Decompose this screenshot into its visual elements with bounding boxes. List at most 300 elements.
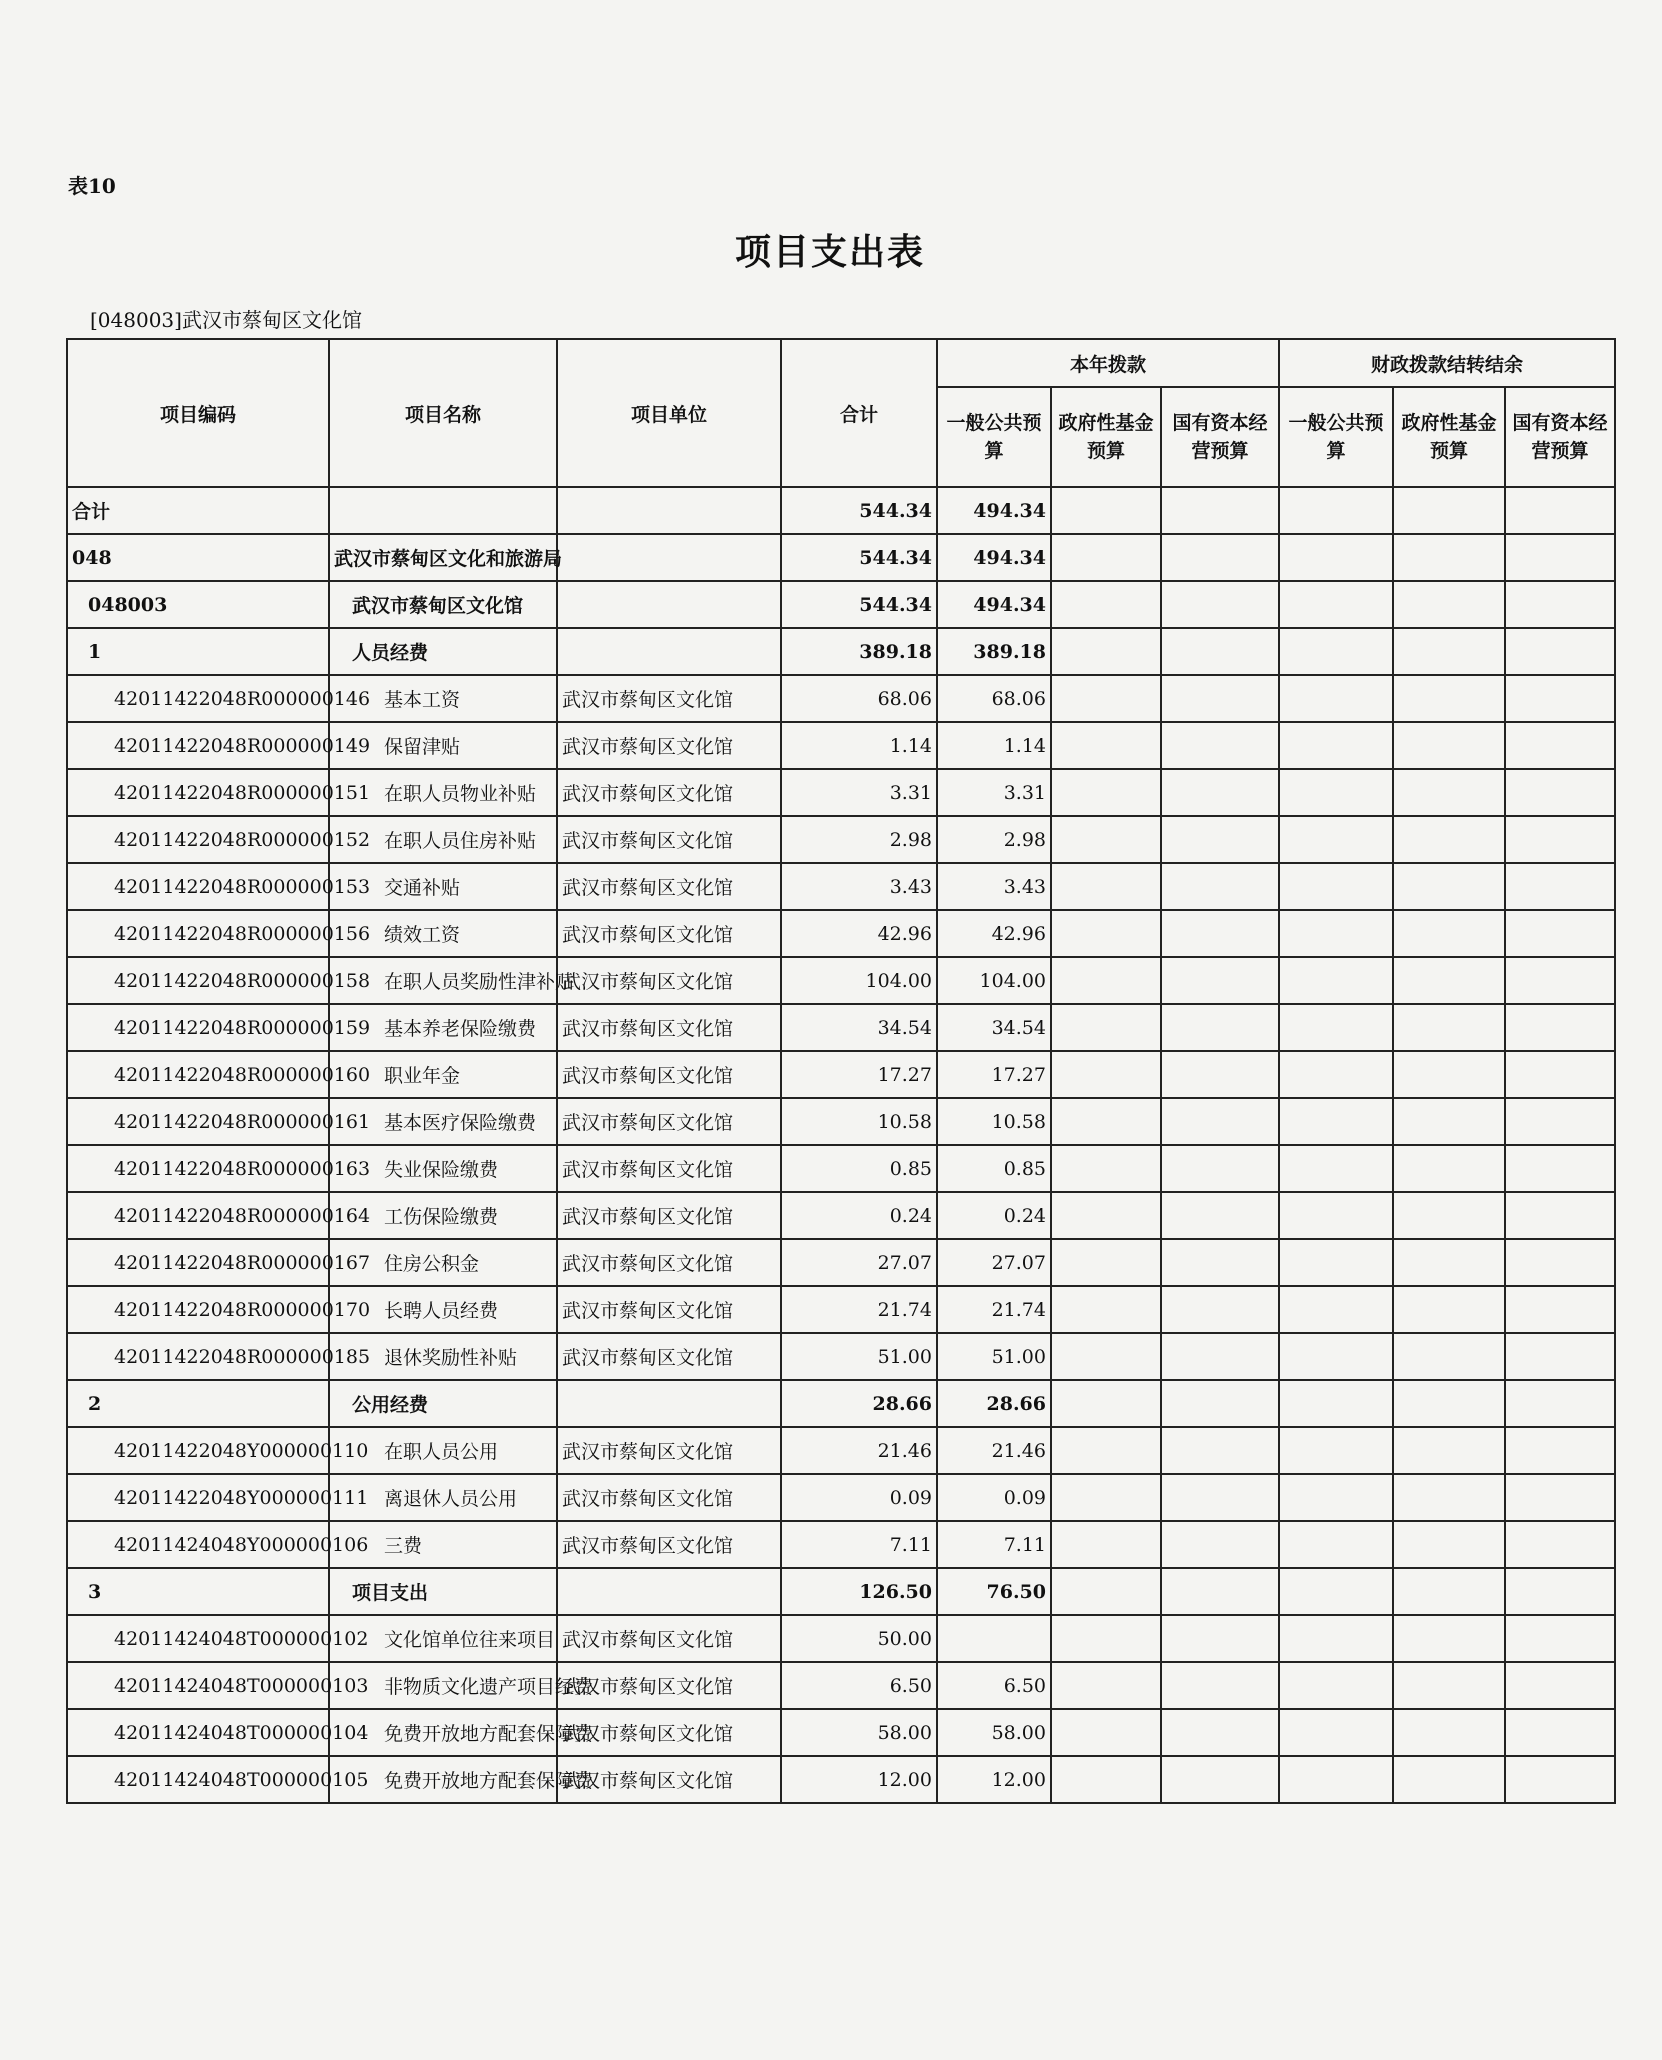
- carry-general-cell: [1279, 628, 1393, 675]
- project-code-cell: 2: [67, 1380, 329, 1427]
- carry-gov-fund-cell: [1393, 1051, 1505, 1098]
- project-code-cell: 42011422048R000000159: [67, 1004, 329, 1051]
- table-row: [67, 1145, 1615, 1192]
- project-name-cell: 在职人员奖励性津补贴: [329, 957, 557, 1004]
- project-unit-cell: 武汉市蔡甸区文化馆: [557, 722, 781, 769]
- project-name-cell: 武汉市蔡甸区文化和旅游局: [329, 534, 557, 581]
- carry-state-capital-cell: [1505, 910, 1615, 957]
- project-code-cell: 048003: [67, 581, 329, 628]
- state-capital-cell: [1161, 1192, 1279, 1239]
- state-capital-cell: [1161, 487, 1279, 534]
- project-unit-cell: 武汉市蔡甸区文化馆: [557, 1615, 781, 1662]
- project-code-cell: 合计: [67, 487, 329, 534]
- total-amount-cell: 34.54: [781, 1004, 937, 1051]
- state-capital-cell: [1161, 1145, 1279, 1192]
- total-amount-cell: 12.00: [781, 1756, 937, 1803]
- total-amount-cell: 1.14: [781, 722, 937, 769]
- total-amount-cell: 17.27: [781, 1051, 937, 1098]
- project-unit-cell: 武汉市蔡甸区文化馆: [557, 1239, 781, 1286]
- carry-state-capital-cell: [1505, 769, 1615, 816]
- state-capital-cell: [1161, 1427, 1279, 1474]
- project-unit-cell: [557, 1568, 781, 1615]
- project-name-cell: 项目支出: [329, 1568, 557, 1615]
- total-amount-cell: 21.46: [781, 1427, 937, 1474]
- table-row: [67, 816, 1615, 863]
- gov-fund-cell: [1051, 1333, 1161, 1380]
- total-amount-cell: 104.00: [781, 957, 937, 1004]
- table-row: [67, 534, 1615, 581]
- gov-fund-cell: [1051, 628, 1161, 675]
- project-name-cell: 基本工资: [329, 675, 557, 722]
- col-header-gov-fund: 政府性基金预算: [1051, 387, 1161, 487]
- table-row: [67, 769, 1615, 816]
- total-amount-cell: 7.11: [781, 1521, 937, 1568]
- table-row: [67, 487, 1615, 534]
- col-header-carry-gov-fund: 政府性基金预算: [1393, 387, 1505, 487]
- state-capital-cell: [1161, 957, 1279, 1004]
- carry-gov-fund-cell: [1393, 487, 1505, 534]
- carry-state-capital-cell: [1505, 534, 1615, 581]
- table-row: [67, 1333, 1615, 1380]
- state-capital-cell: [1161, 1004, 1279, 1051]
- state-capital-cell: [1161, 675, 1279, 722]
- carry-general-cell: [1279, 1474, 1393, 1521]
- gov-fund-cell: [1051, 675, 1161, 722]
- project-unit-cell: [557, 628, 781, 675]
- general-budget-cell: 0.85: [937, 1145, 1051, 1192]
- project-unit-cell: [557, 487, 781, 534]
- general-budget-cell: 1.14: [937, 722, 1051, 769]
- carry-gov-fund-cell: [1393, 1333, 1505, 1380]
- carry-gov-fund-cell: [1393, 1709, 1505, 1756]
- project-unit-cell: 武汉市蔡甸区文化馆: [557, 1427, 781, 1474]
- carry-state-capital-cell: [1505, 863, 1615, 910]
- general-budget-cell: 42.96: [937, 910, 1051, 957]
- total-amount-cell: 126.50: [781, 1568, 937, 1615]
- gov-fund-cell: [1051, 534, 1161, 581]
- col-header-unit: 项目单位: [557, 339, 781, 487]
- project-code-cell: 42011422048R000000163: [67, 1145, 329, 1192]
- general-budget-cell: 7.11: [937, 1521, 1051, 1568]
- carry-gov-fund-cell: [1393, 816, 1505, 863]
- carry-state-capital-cell: [1505, 1756, 1615, 1803]
- project-name-cell: 免费开放地方配套保障费: [329, 1756, 557, 1803]
- carry-gov-fund-cell: [1393, 1568, 1505, 1615]
- col-header-carry-state-capital: 国有资本经营预算: [1505, 387, 1615, 487]
- gov-fund-cell: [1051, 1756, 1161, 1803]
- carry-gov-fund-cell: [1393, 1474, 1505, 1521]
- total-amount-cell: 2.98: [781, 816, 937, 863]
- project-name-cell: 绩效工资: [329, 910, 557, 957]
- gov-fund-cell: [1051, 1098, 1161, 1145]
- carry-general-cell: [1279, 1568, 1393, 1615]
- gov-fund-cell: [1051, 1709, 1161, 1756]
- project-code-cell: 3: [67, 1568, 329, 1615]
- state-capital-cell: [1161, 1333, 1279, 1380]
- carry-general-cell: [1279, 1004, 1393, 1051]
- total-amount-cell: 3.31: [781, 769, 937, 816]
- project-unit-cell: 武汉市蔡甸区文化馆: [557, 1145, 781, 1192]
- total-amount-cell: 3.43: [781, 863, 937, 910]
- total-amount-cell: 6.50: [781, 1662, 937, 1709]
- general-budget-cell: 494.34: [937, 534, 1051, 581]
- project-name-cell: 退休奖励性补贴: [329, 1333, 557, 1380]
- carry-state-capital-cell: [1505, 1286, 1615, 1333]
- project-unit-cell: 武汉市蔡甸区文化馆: [557, 1662, 781, 1709]
- table-row: [67, 1286, 1615, 1333]
- project-name-cell: 住房公积金: [329, 1239, 557, 1286]
- gov-fund-cell: [1051, 1615, 1161, 1662]
- carry-general-cell: [1279, 1192, 1393, 1239]
- carry-gov-fund-cell: [1393, 1427, 1505, 1474]
- general-budget-cell: 76.50: [937, 1568, 1051, 1615]
- state-capital-cell: [1161, 910, 1279, 957]
- carry-general-cell: [1279, 863, 1393, 910]
- gov-fund-cell: [1051, 1380, 1161, 1427]
- project-code-cell: 42011424048Y000000106: [67, 1521, 329, 1568]
- carry-general-cell: [1279, 910, 1393, 957]
- gov-fund-cell: [1051, 863, 1161, 910]
- carry-state-capital-cell: [1505, 1051, 1615, 1098]
- general-budget-cell: 0.09: [937, 1474, 1051, 1521]
- carry-gov-fund-cell: [1393, 1756, 1505, 1803]
- carry-gov-fund-cell: [1393, 1380, 1505, 1427]
- carry-state-capital-cell: [1505, 1333, 1615, 1380]
- state-capital-cell: [1161, 863, 1279, 910]
- table-row: [67, 1380, 1615, 1427]
- carry-gov-fund-cell: [1393, 1521, 1505, 1568]
- state-capital-cell: [1161, 628, 1279, 675]
- general-budget-cell: 6.50: [937, 1662, 1051, 1709]
- table-row: [67, 863, 1615, 910]
- general-budget-cell: 51.00: [937, 1333, 1051, 1380]
- project-name-cell: 职业年金: [329, 1051, 557, 1098]
- project-code-cell: 1: [67, 628, 329, 675]
- gov-fund-cell: [1051, 1286, 1161, 1333]
- project-code-cell: 42011422048R000000158: [67, 957, 329, 1004]
- gov-fund-cell: [1051, 1474, 1161, 1521]
- general-budget-cell: 68.06: [937, 675, 1051, 722]
- state-capital-cell: [1161, 769, 1279, 816]
- carry-state-capital-cell: [1505, 1004, 1615, 1051]
- project-expenditure-table: [66, 338, 1616, 1804]
- carry-general-cell: [1279, 1239, 1393, 1286]
- state-capital-cell: [1161, 722, 1279, 769]
- total-amount-cell: 28.66: [781, 1380, 937, 1427]
- carry-gov-fund-cell: [1393, 722, 1505, 769]
- project-name-cell: 三费: [329, 1521, 557, 1568]
- state-capital-cell: [1161, 1568, 1279, 1615]
- project-name-cell: 在职人员住房补贴: [329, 816, 557, 863]
- project-unit-cell: 武汉市蔡甸区文化馆: [557, 769, 781, 816]
- general-budget-cell: 3.43: [937, 863, 1051, 910]
- table-row: [67, 675, 1615, 722]
- project-code-cell: 42011424048T000000105: [67, 1756, 329, 1803]
- project-code-cell: 42011422048R000000146: [67, 675, 329, 722]
- general-budget-cell: [937, 1615, 1051, 1662]
- carry-gov-fund-cell: [1393, 957, 1505, 1004]
- carry-state-capital-cell: [1505, 816, 1615, 863]
- project-code-cell: 42011422048R000000152: [67, 816, 329, 863]
- carry-state-capital-cell: [1505, 581, 1615, 628]
- project-unit-cell: 武汉市蔡甸区文化馆: [557, 910, 781, 957]
- project-name-cell: [329, 487, 557, 534]
- gov-fund-cell: [1051, 487, 1161, 534]
- project-name-cell: 非物质文化遗产项目经费: [329, 1662, 557, 1709]
- project-code-cell: 42011422048R000000160: [67, 1051, 329, 1098]
- total-amount-cell: 0.24: [781, 1192, 937, 1239]
- carry-general-cell: [1279, 534, 1393, 581]
- gov-fund-cell: [1051, 1051, 1161, 1098]
- page-title: 项目支出表: [734, 231, 925, 273]
- carry-general-cell: [1279, 581, 1393, 628]
- general-budget-cell: 27.07: [937, 1239, 1051, 1286]
- col-header-total: 合计: [781, 339, 937, 487]
- carry-general-cell: [1279, 1145, 1393, 1192]
- project-unit-cell: 武汉市蔡甸区文化馆: [557, 863, 781, 910]
- general-budget-cell: 10.58: [937, 1098, 1051, 1145]
- table-row: [67, 628, 1615, 675]
- project-code-cell: 42011422048R000000185: [67, 1333, 329, 1380]
- carry-general-cell: [1279, 957, 1393, 1004]
- carry-gov-fund-cell: [1393, 1239, 1505, 1286]
- table-row: [67, 1709, 1615, 1756]
- col-header-state-capital: 国有资本经营预算: [1161, 387, 1279, 487]
- gov-fund-cell: [1051, 581, 1161, 628]
- carry-state-capital-cell: [1505, 957, 1615, 1004]
- total-amount-cell: 389.18: [781, 628, 937, 675]
- general-budget-cell: 0.24: [937, 1192, 1051, 1239]
- state-capital-cell: [1161, 1615, 1279, 1662]
- gov-fund-cell: [1051, 722, 1161, 769]
- carry-state-capital-cell: [1505, 1145, 1615, 1192]
- total-amount-cell: 51.00: [781, 1333, 937, 1380]
- project-code-cell: 42011422048R000000151: [67, 769, 329, 816]
- state-capital-cell: [1161, 534, 1279, 581]
- general-budget-cell: 494.34: [937, 581, 1051, 628]
- gov-fund-cell: [1051, 1192, 1161, 1239]
- project-code-cell: 42011422048Y000000110: [67, 1427, 329, 1474]
- state-capital-cell: [1161, 1051, 1279, 1098]
- project-code-cell: 42011422048R000000153: [67, 863, 329, 910]
- project-name-cell: 人员经费: [329, 628, 557, 675]
- general-budget-cell: 17.27: [937, 1051, 1051, 1098]
- carry-state-capital-cell: [1505, 1427, 1615, 1474]
- project-name-cell: 在职人员物业补贴: [329, 769, 557, 816]
- project-name-cell: 离退休人员公用: [329, 1474, 557, 1521]
- carry-general-cell: [1279, 1333, 1393, 1380]
- project-unit-cell: 武汉市蔡甸区文化馆: [557, 1756, 781, 1803]
- general-budget-cell: 2.98: [937, 816, 1051, 863]
- table-row: [67, 1239, 1615, 1286]
- carry-state-capital-cell: [1505, 1521, 1615, 1568]
- table-row: [67, 1427, 1615, 1474]
- carry-gov-fund-cell: [1393, 863, 1505, 910]
- project-unit-cell: 武汉市蔡甸区文化馆: [557, 1521, 781, 1568]
- table-row: [67, 581, 1615, 628]
- carry-gov-fund-cell: [1393, 910, 1505, 957]
- carry-general-cell: [1279, 1051, 1393, 1098]
- project-unit-cell: 武汉市蔡甸区文化馆: [557, 1709, 781, 1756]
- carry-state-capital-cell: [1505, 1474, 1615, 1521]
- project-code-cell: 42011422048R000000156: [67, 910, 329, 957]
- state-capital-cell: [1161, 816, 1279, 863]
- carry-general-cell: [1279, 1427, 1393, 1474]
- table-row: [67, 1615, 1615, 1662]
- gov-fund-cell: [1051, 769, 1161, 816]
- project-unit-cell: 武汉市蔡甸区文化馆: [557, 957, 781, 1004]
- carry-gov-fund-cell: [1393, 769, 1505, 816]
- carry-state-capital-cell: [1505, 1098, 1615, 1145]
- project-unit-cell: 武汉市蔡甸区文化馆: [557, 675, 781, 722]
- carry-general-cell: [1279, 1615, 1393, 1662]
- carry-gov-fund-cell: [1393, 1098, 1505, 1145]
- table-row: [67, 910, 1615, 957]
- general-budget-cell: 3.31: [937, 769, 1051, 816]
- project-unit-cell: 武汉市蔡甸区文化馆: [557, 1333, 781, 1380]
- carry-general-cell: [1279, 1662, 1393, 1709]
- gov-fund-cell: [1051, 1568, 1161, 1615]
- carry-gov-fund-cell: [1393, 1004, 1505, 1051]
- project-unit-cell: [557, 581, 781, 628]
- table-row: [67, 1098, 1615, 1145]
- general-budget-cell: 58.00: [937, 1709, 1051, 1756]
- total-amount-cell: 544.34: [781, 487, 937, 534]
- table-number: 表10: [68, 174, 116, 198]
- project-unit-cell: 武汉市蔡甸区文化馆: [557, 1098, 781, 1145]
- state-capital-cell: [1161, 1521, 1279, 1568]
- general-budget-cell: 104.00: [937, 957, 1051, 1004]
- col-group-current-year: 本年拨款: [937, 339, 1279, 387]
- total-amount-cell: 68.06: [781, 675, 937, 722]
- gov-fund-cell: [1051, 1004, 1161, 1051]
- project-name-cell: 文化馆单位往来项目: [329, 1615, 557, 1662]
- carry-gov-fund-cell: [1393, 534, 1505, 581]
- carry-gov-fund-cell: [1393, 675, 1505, 722]
- carry-gov-fund-cell: [1393, 1145, 1505, 1192]
- table-row: [67, 1192, 1615, 1239]
- budget-unit-label: [048003]武汉市蔡甸区文化馆: [90, 308, 362, 332]
- gov-fund-cell: [1051, 1145, 1161, 1192]
- carry-state-capital-cell: [1505, 628, 1615, 675]
- table-row: [67, 722, 1615, 769]
- project-code-cell: 42011422048R000000170: [67, 1286, 329, 1333]
- gov-fund-cell: [1051, 816, 1161, 863]
- state-capital-cell: [1161, 1239, 1279, 1286]
- total-amount-cell: 10.58: [781, 1098, 937, 1145]
- carry-state-capital-cell: [1505, 1662, 1615, 1709]
- table-row: [67, 1051, 1615, 1098]
- carry-state-capital-cell: [1505, 1709, 1615, 1756]
- project-code-cell: 42011422048R000000149: [67, 722, 329, 769]
- project-name-cell: 交通补贴: [329, 863, 557, 910]
- project-unit-cell: [557, 534, 781, 581]
- total-amount-cell: 58.00: [781, 1709, 937, 1756]
- table-row: [67, 1568, 1615, 1615]
- carry-state-capital-cell: [1505, 1615, 1615, 1662]
- general-budget-cell: 494.34: [937, 487, 1051, 534]
- project-name-cell: 失业保险缴费: [329, 1145, 557, 1192]
- table-row: [67, 957, 1615, 1004]
- carry-general-cell: [1279, 1756, 1393, 1803]
- col-header-carry-general: 一般公共预算: [1279, 387, 1393, 487]
- project-code-cell: 42011424048T000000102: [67, 1615, 329, 1662]
- table-row: [67, 1662, 1615, 1709]
- carry-general-cell: [1279, 1286, 1393, 1333]
- project-unit-cell: 武汉市蔡甸区文化馆: [557, 1474, 781, 1521]
- gov-fund-cell: [1051, 910, 1161, 957]
- project-name-cell: 在职人员公用: [329, 1427, 557, 1474]
- carry-general-cell: [1279, 1380, 1393, 1427]
- project-name-cell: 基本养老保险缴费: [329, 1004, 557, 1051]
- carry-state-capital-cell: [1505, 487, 1615, 534]
- gov-fund-cell: [1051, 957, 1161, 1004]
- state-capital-cell: [1161, 1474, 1279, 1521]
- general-budget-cell: 21.46: [937, 1427, 1051, 1474]
- project-code-cell: 42011422048R000000167: [67, 1239, 329, 1286]
- project-name-cell: 基本医疗保险缴费: [329, 1098, 557, 1145]
- project-code-cell: 048: [67, 534, 329, 581]
- project-unit-cell: 武汉市蔡甸区文化馆: [557, 816, 781, 863]
- state-capital-cell: [1161, 1286, 1279, 1333]
- col-group-carryover: 财政拨款结转结余: [1279, 339, 1615, 387]
- carry-general-cell: [1279, 487, 1393, 534]
- gov-fund-cell: [1051, 1239, 1161, 1286]
- carry-general-cell: [1279, 769, 1393, 816]
- table-row: [67, 1474, 1615, 1521]
- project-name-cell: 免费开放地方配套保障费: [329, 1709, 557, 1756]
- col-header-code: 项目编码: [67, 339, 329, 487]
- carry-general-cell: [1279, 1521, 1393, 1568]
- general-budget-cell: 12.00: [937, 1756, 1051, 1803]
- col-header-name: 项目名称: [329, 339, 557, 487]
- project-code-cell: 42011424048T000000103: [67, 1662, 329, 1709]
- total-amount-cell: 21.74: [781, 1286, 937, 1333]
- total-amount-cell: 544.34: [781, 534, 937, 581]
- project-unit-cell: 武汉市蔡甸区文化馆: [557, 1051, 781, 1098]
- project-code-cell: 42011422048R000000161: [67, 1098, 329, 1145]
- project-name-cell: 工伤保险缴费: [329, 1192, 557, 1239]
- general-budget-cell: 34.54: [937, 1004, 1051, 1051]
- carry-state-capital-cell: [1505, 675, 1615, 722]
- project-name-cell: 公用经费: [329, 1380, 557, 1427]
- project-unit-cell: 武汉市蔡甸区文化馆: [557, 1286, 781, 1333]
- carry-state-capital-cell: [1505, 1568, 1615, 1615]
- state-capital-cell: [1161, 1098, 1279, 1145]
- table-row: [67, 1756, 1615, 1803]
- project-name-cell: 长聘人员经费: [329, 1286, 557, 1333]
- state-capital-cell: [1161, 581, 1279, 628]
- state-capital-cell: [1161, 1380, 1279, 1427]
- carry-state-capital-cell: [1505, 722, 1615, 769]
- project-code-cell: 42011422048Y000000111: [67, 1474, 329, 1521]
- gov-fund-cell: [1051, 1427, 1161, 1474]
- general-budget-cell: 389.18: [937, 628, 1051, 675]
- table-row: [67, 1004, 1615, 1051]
- gov-fund-cell: [1051, 1521, 1161, 1568]
- carry-gov-fund-cell: [1393, 1662, 1505, 1709]
- carry-general-cell: [1279, 1098, 1393, 1145]
- general-budget-cell: 21.74: [937, 1286, 1051, 1333]
- table-body: [67, 487, 1615, 1803]
- state-capital-cell: [1161, 1756, 1279, 1803]
- state-capital-cell: [1161, 1662, 1279, 1709]
- gov-fund-cell: [1051, 1662, 1161, 1709]
- project-code-cell: 42011424048T000000104: [67, 1709, 329, 1756]
- total-amount-cell: 50.00: [781, 1615, 937, 1662]
- project-code-cell: 42011422048R000000164: [67, 1192, 329, 1239]
- table-row: [67, 1521, 1615, 1568]
